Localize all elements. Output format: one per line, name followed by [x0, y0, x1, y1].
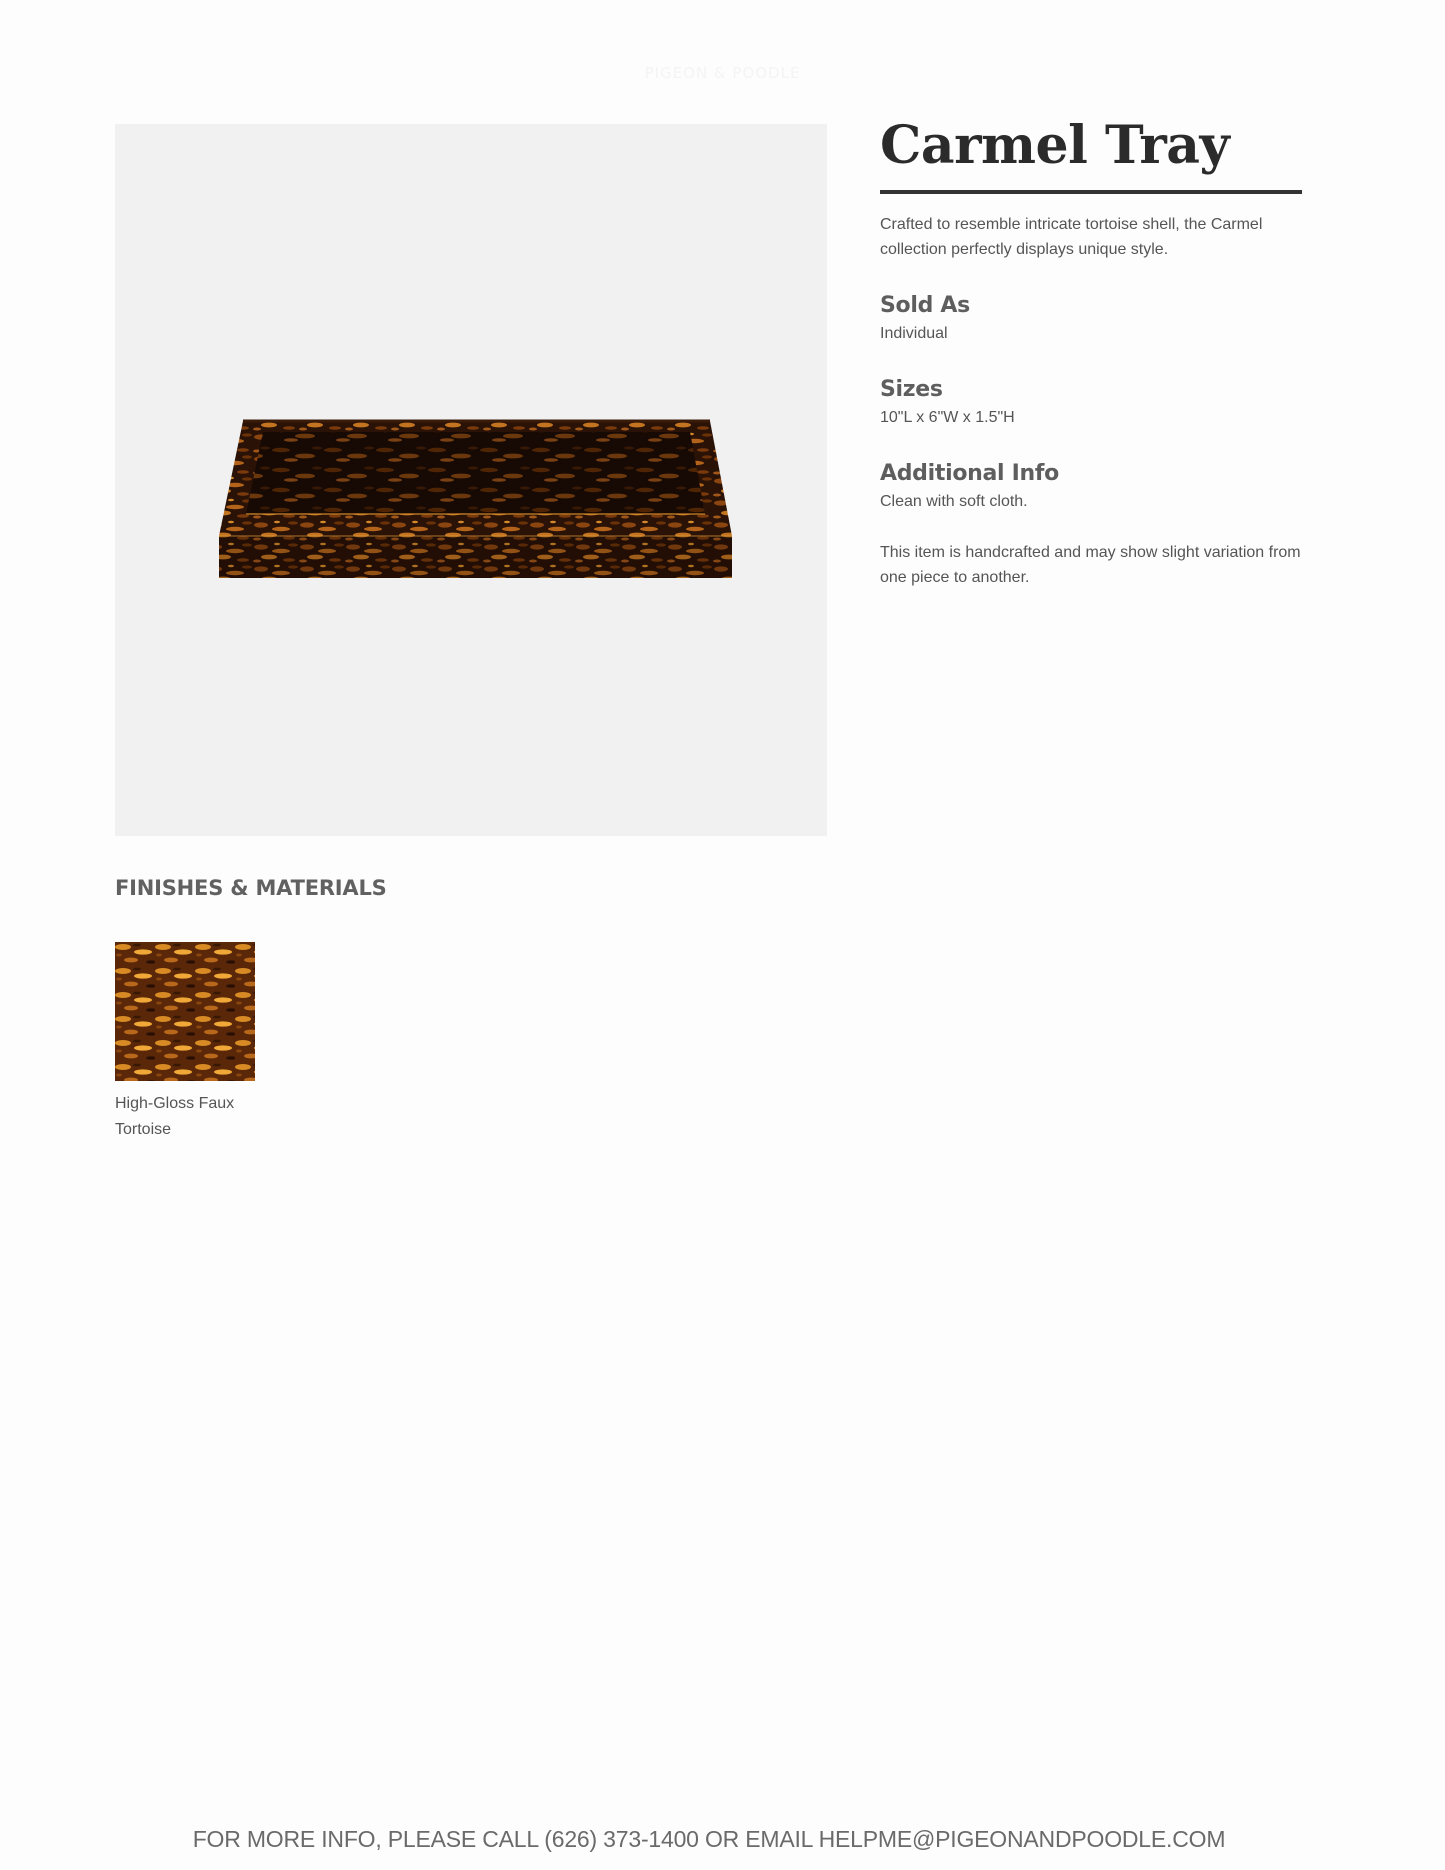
product-details	[880, 112, 1302, 590]
additional-info-value: Clean with soft cloth.	[880, 493, 1028, 510]
sold-as-value: Individual	[880, 325, 948, 342]
handcrafted-note: This item is handcrafted and may show slight variation from one piece to another.	[880, 544, 1301, 586]
brand-watermark: PIGEON & POODLE	[644, 64, 801, 82]
tray-illustration	[115, 124, 827, 836]
finish-swatch[interactable]	[115, 942, 255, 1081]
additional-info-heading: Additional Info	[880, 461, 1059, 486]
title-divider	[880, 190, 1302, 194]
product-title: Carmel Tray	[880, 115, 1230, 176]
product-description: Crafted to resemble intricate tortoise shell, the Carmel collection perfectly displays unique style.	[880, 216, 1263, 258]
finishes-heading: FINISHES & MATERIALS	[115, 876, 387, 900]
tortoise-swatch-image	[115, 942, 255, 1081]
sizes-heading: Sizes	[880, 377, 943, 402]
sold-as-heading: Sold As	[880, 293, 970, 318]
finish-label: High-Gloss Faux Tortoise	[115, 1095, 235, 1138]
sizes-value: 10"L x 6"W x 1.5"H	[880, 409, 1015, 426]
contact-footer: FOR MORE INFO, PLEASE CALL (626) 373-1400 OR EMAIL HELPME@PIGEONANDPOODLE.COM	[192, 1826, 1226, 1852]
product-image	[115, 124, 827, 836]
